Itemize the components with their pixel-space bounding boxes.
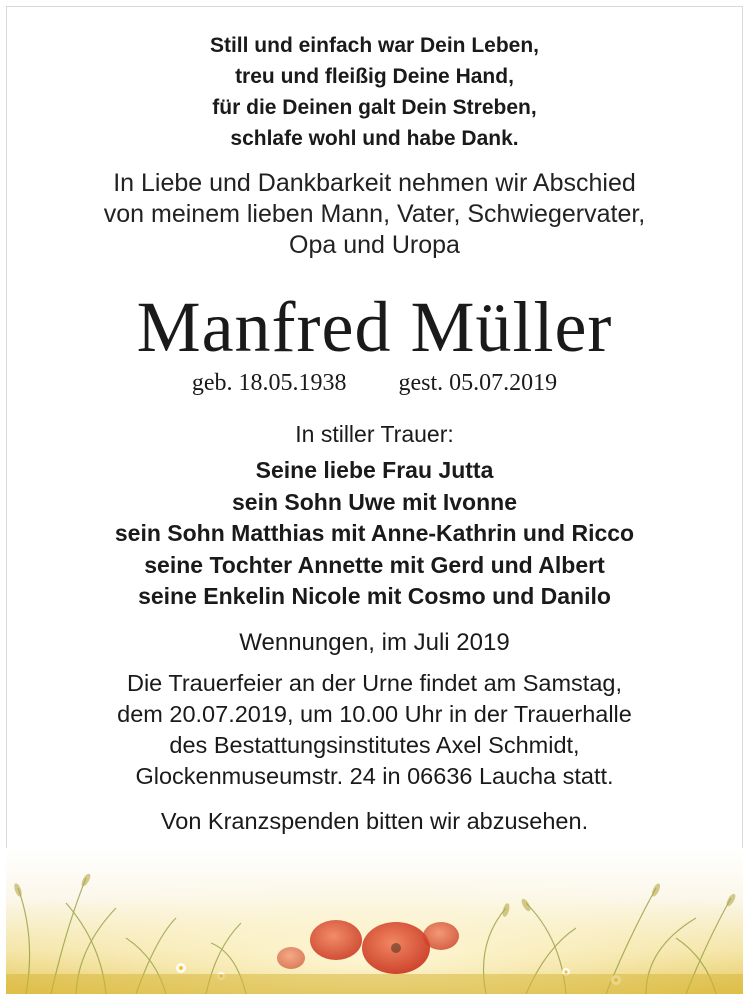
service-line: Glockenmuseumstr. 24 in 06636 Laucha statt. [135,762,614,789]
family-member: sein Sohn Uwe mit Ivonne [232,488,517,515]
family-member: seine Tochter Annette mit Gerd und Albert [144,551,605,578]
poem-line: treu und fleißig Deine Hand, [235,65,514,88]
deceased-name: Manfred Müller [136,287,613,367]
service-info [0,668,749,792]
closing-note: Von Kranzspenden bitten wir abzusehen. [160,807,589,834]
intro-text [0,168,749,261]
service-line: dem 20.07.2019, um 10.00 Uhr in der Trauerhalle [117,700,632,727]
intro-line: In Liebe und Dankbarkeit nehmen wir Abschied [113,169,636,197]
meadow-image [6,848,743,994]
intro-line: von meinem lieben Mann, Vater, Schwiegervater, [103,200,646,228]
service-line: Die Trauerfeier an der Urne findet am Samstag, [126,669,623,696]
poem [0,30,749,154]
family-member: sein Sohn Matthias mit Anne-Kathrin und Ricco [114,520,635,546]
mourning-heading: In stiller Trauer: [295,421,454,447]
poem-line: schlafe wohl und habe Dank. [230,127,519,150]
birth-date: geb. 18.05.1938 [191,370,347,396]
poem-line: Still und einfach war Dein Leben, [209,34,540,57]
family-member: Seine liebe Frau Jutta [255,457,494,483]
family-list [0,455,749,613]
place-date: Wennungen, im Juli 2019 [239,628,510,656]
family-member: seine Enkelin Nicole mit Cosmo und Danilo [138,583,611,609]
death-date: gest. 05.07.2019 [398,370,558,396]
service-line: des Bestattungsinstitutes Axel Schmidt, [169,731,580,758]
life-dates [0,367,749,399]
poem-line: für die Deinen galt Dein Streben, [212,96,537,119]
intro-line: Opa und Uropa [289,231,460,259]
